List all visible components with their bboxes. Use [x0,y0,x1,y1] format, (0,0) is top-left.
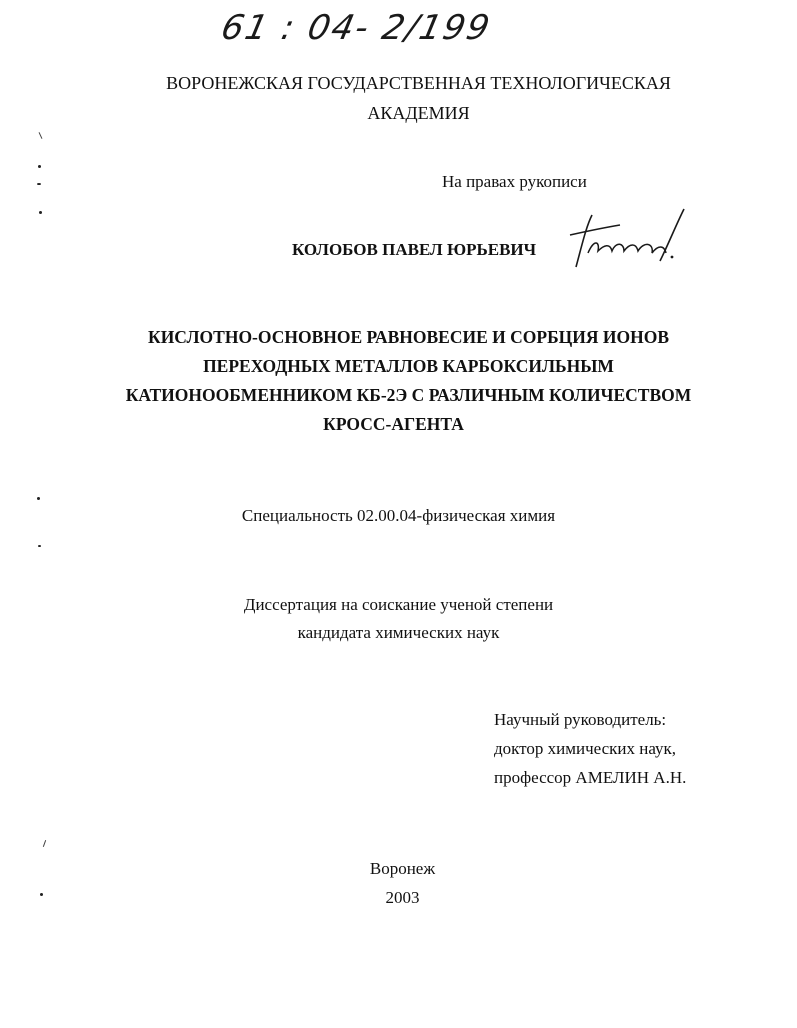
institution-line-2: АКАДЕМИЯ [367,103,470,123]
advisor-degree: доктор химических наук, [494,739,677,758]
year: 2003 [385,888,420,907]
scan-speck [38,545,41,547]
thesis-title-line-1: КИСЛОТНО-ОСНОВНОЕ РАВНОВЕСИЕ И СОРБЦИЯ ИОНОВ [148,327,669,347]
thesis-title-line-3: КАТИОНООБМЕННИКОМ КБ-2Э С РАЗЛИЧНЫМ КОЛИЧЕСТВОМ [125,385,692,405]
thesis-title-line-4: КРОСС-АГЕНТА [323,414,464,434]
scan-speck [37,497,40,500]
author-name: КОЛОБОВ ПАВЕЛ ЮРЬЕВИЧ [292,240,537,259]
manuscript-note: На правах рукописи [442,172,587,191]
scan-speck [40,893,43,896]
archive-code: 61 : 04- 2/199 [217,8,495,48]
degree-line-1: Диссертация на соискание ученой степени [243,595,554,614]
author-signature [568,205,688,275]
advisor-label: Научный руководитель: [494,710,667,729]
scan-speck [38,165,41,168]
scan-speck [43,840,46,847]
scan-speck [39,211,42,214]
advisor-name: профессор АМЕЛИН А.Н. [494,768,687,787]
specialty: Специальность 02.00.04-физическая химия [241,506,556,525]
scan-speck [39,132,43,139]
thesis-title-line-2: ПЕРЕХОДНЫХ МЕТАЛЛОВ КАРБОКСИЛЬНЫМ [203,356,614,376]
institution-line-1: ВОРОНЕЖСКАЯ ГОСУДАРСТВЕННАЯ ТЕХНОЛОГИЧЕСКАЯ [166,73,671,93]
scan-speck [37,183,41,185]
degree-line-2: кандидата химических наук [297,623,500,642]
city: Воронеж [369,859,436,878]
